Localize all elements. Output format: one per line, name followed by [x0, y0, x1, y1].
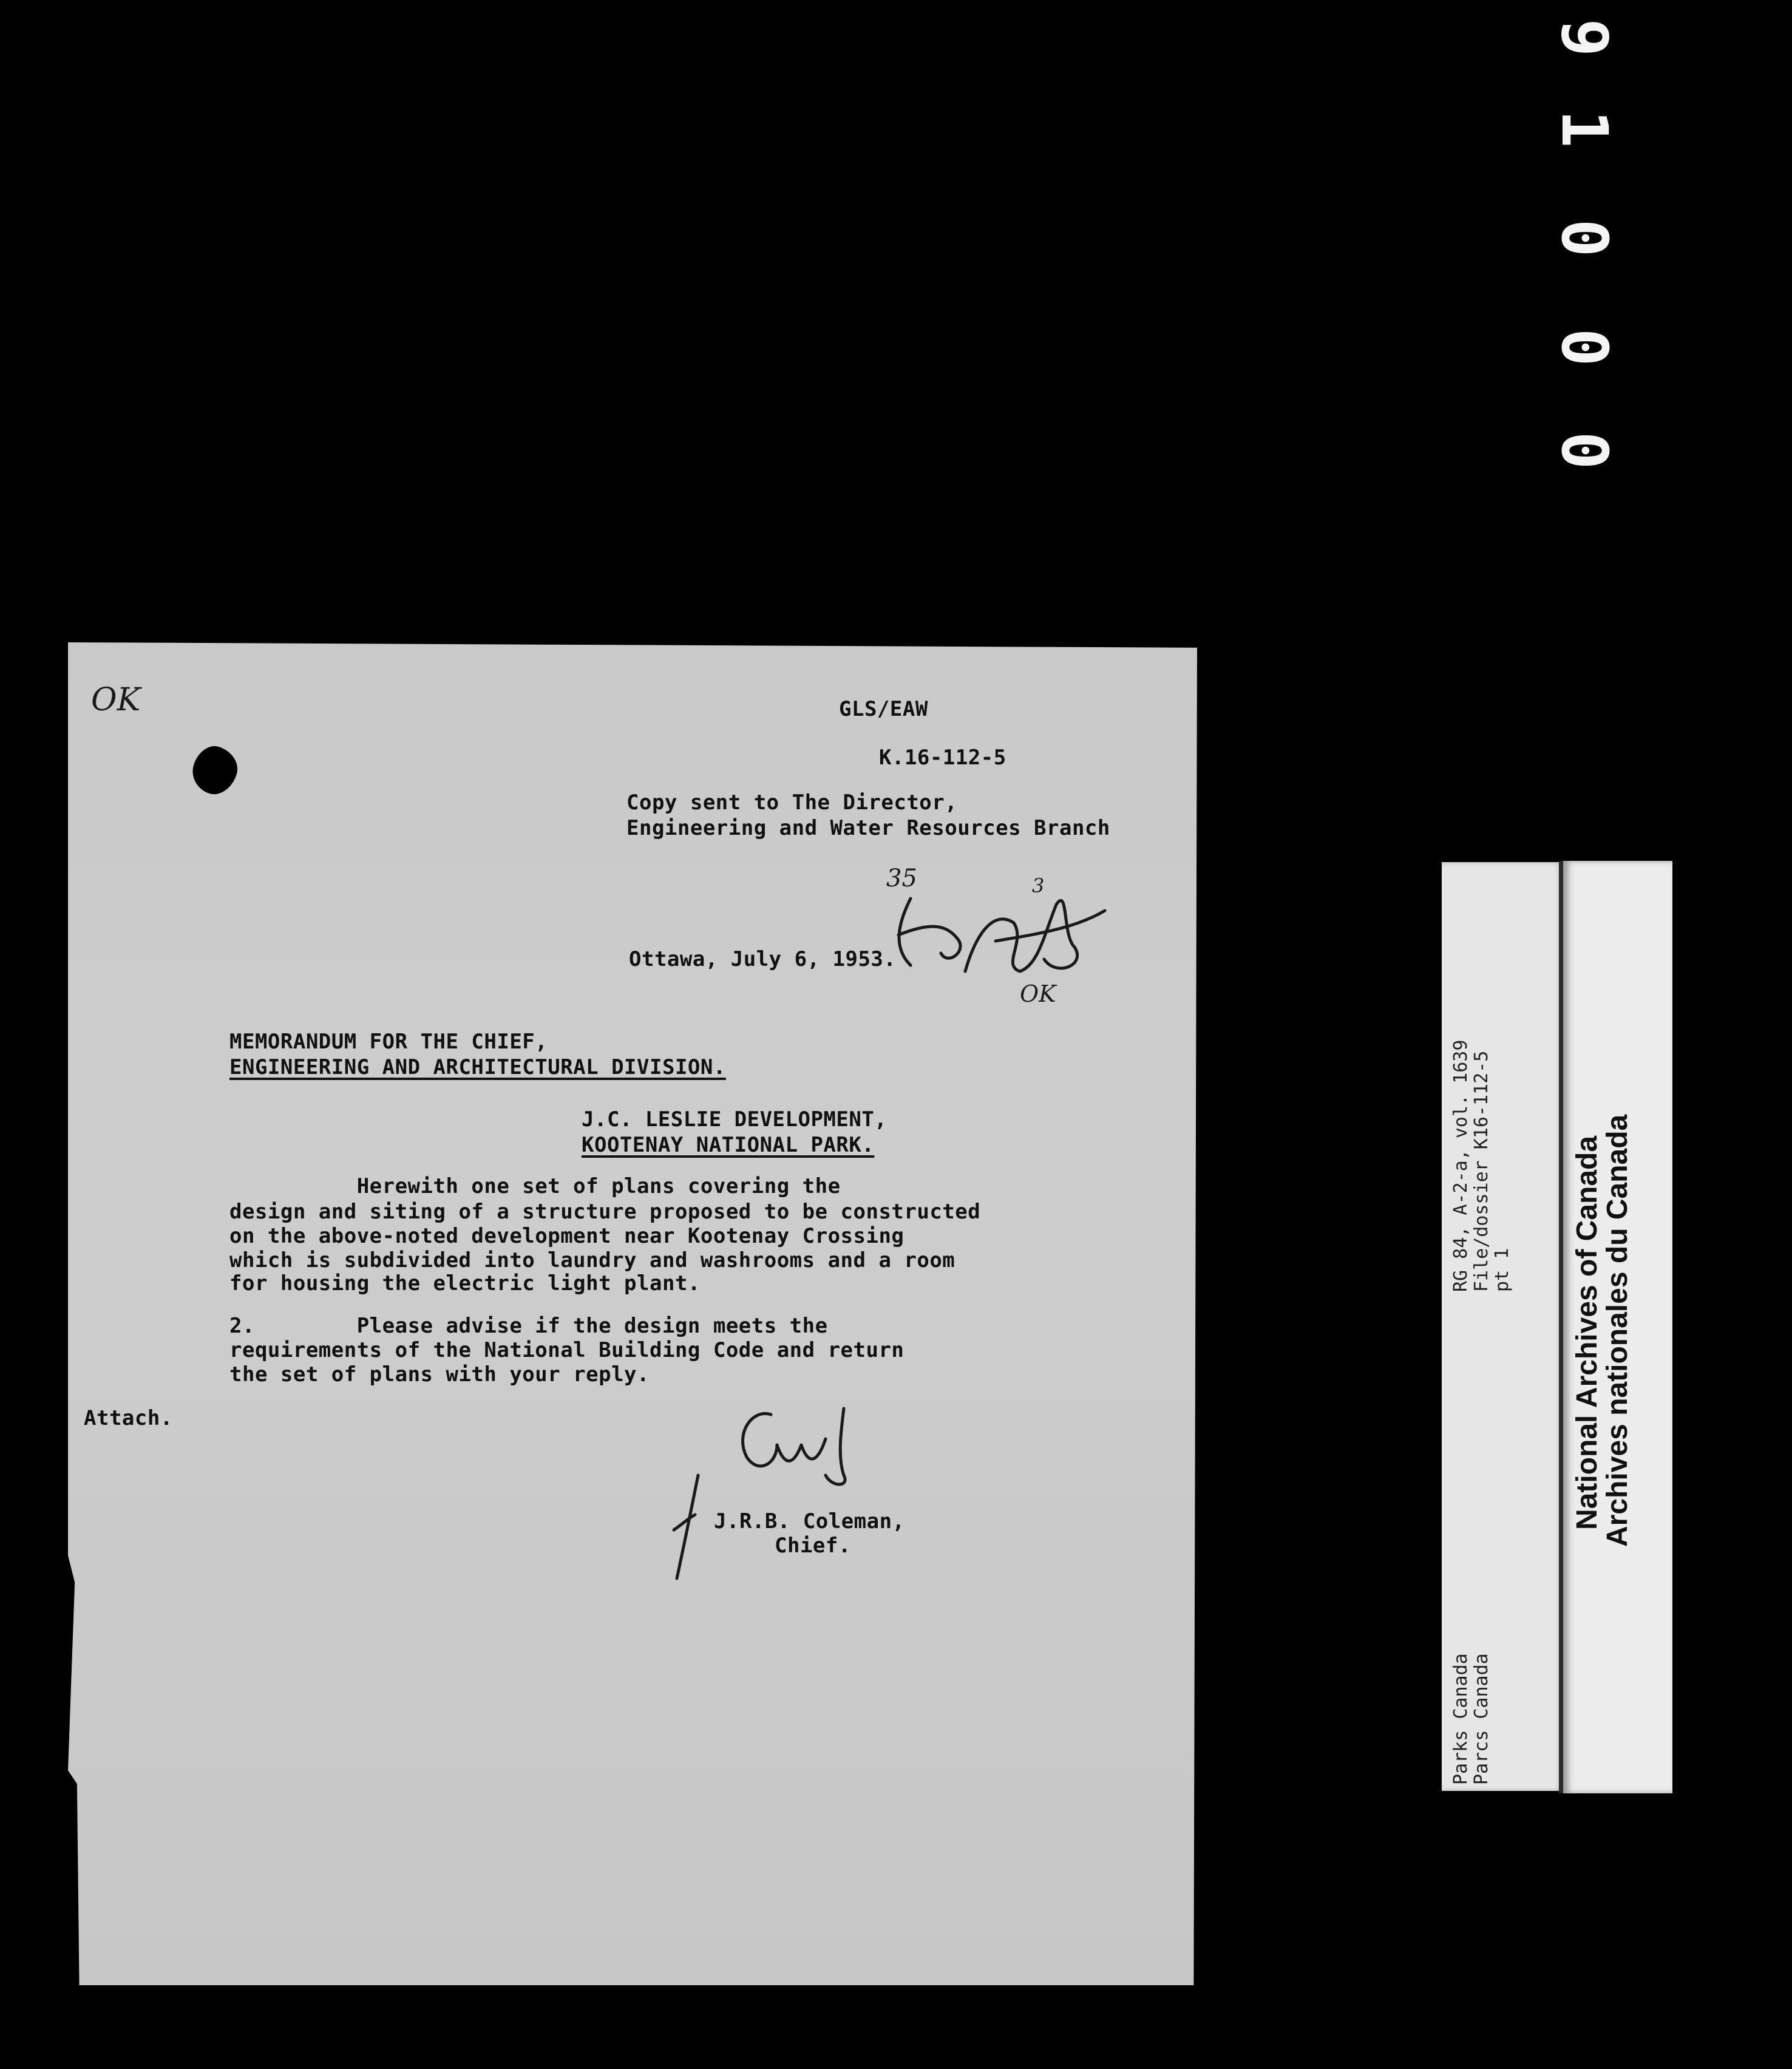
subject-line-2: KOOTENAY NATIONAL PARK. [582, 1133, 875, 1157]
archive-label-info [1442, 862, 1563, 1791]
paragraph-2-line: the set of plans with your reply. [229, 1362, 650, 1387]
addressee-line-1: MEMORANDUM FOR THE CHIEF, [229, 1030, 548, 1054]
archive-reference-line-1: RG 84, A-2-a, vol. 1639 [1450, 1039, 1471, 1292]
handwritten-gws-signature [662, 1396, 904, 1597]
file-number: K.16-112-5 [879, 746, 1006, 770]
frame-digit: 9 [1547, 18, 1621, 57]
handwritten-initials-signature [874, 850, 1129, 1008]
paragraph-1-line: which is subdivided into laundry and washrooms and a room [229, 1248, 955, 1272]
frame-digit: 0 [1547, 431, 1621, 470]
addressee-line-2: ENGINEERING AND ARCHITECTURAL DIVISION. [229, 1055, 726, 1079]
paragraph-1-line: for housing the electric light plant. [229, 1271, 701, 1296]
svg-text:OK: OK [91, 682, 141, 718]
memo-date: Ottawa, July 6, 1953. [629, 947, 897, 971]
archive-reference-line-3: pt 1 [1492, 1248, 1513, 1292]
archive-reference-line-2: File/dossier K16-112-5 [1471, 1050, 1492, 1292]
copy-line-1: Copy sent to The Director, [626, 790, 958, 815]
paragraph-1-line: Herewith one set of plans covering the [229, 1174, 841, 1198]
signatory-name: J.R.B. Coleman, [714, 1509, 905, 1534]
frame-number [1542, 6, 1627, 470]
handwritten-ok-note [85, 674, 158, 729]
frame-digit: 0 [1547, 328, 1621, 367]
frame-digit: 0 [1547, 219, 1621, 257]
paragraph-1-line: on the above-noted development near Kootenay Crossing [229, 1224, 904, 1248]
attach-note: Attach. [84, 1406, 173, 1430]
paragraph-2-line: requirements of the National Building Code and return [229, 1338, 904, 1362]
frame-digit: 1 [1547, 109, 1621, 148]
svg-text:OK: OK [1020, 980, 1056, 1007]
national-archives-en: National Archives of Canada [1571, 1135, 1603, 1530]
copy-line-2: Engineering and Water Resources Branch [626, 816, 1110, 840]
svg-text:35: 35 [886, 865, 917, 892]
signatory-title: Chief. [775, 1534, 851, 1558]
paragraph-2-line: 2. Please advise if the design meets the [229, 1314, 828, 1338]
reference-initials: GLS/EAW [839, 697, 928, 721]
svg-text:3: 3 [1032, 874, 1045, 897]
national-archives-fr: Archives nationales du Canada [1601, 1114, 1634, 1547]
agency-name-en: Parks Canada [1450, 1653, 1471, 1785]
agency-name-fr: Parcs Canada [1471, 1653, 1492, 1785]
subject-line-1: J.C. LESLIE DEVELOPMENT, [582, 1107, 888, 1132]
paragraph-1-line: design and siting of a structure proposed to be constructed [229, 1200, 981, 1224]
